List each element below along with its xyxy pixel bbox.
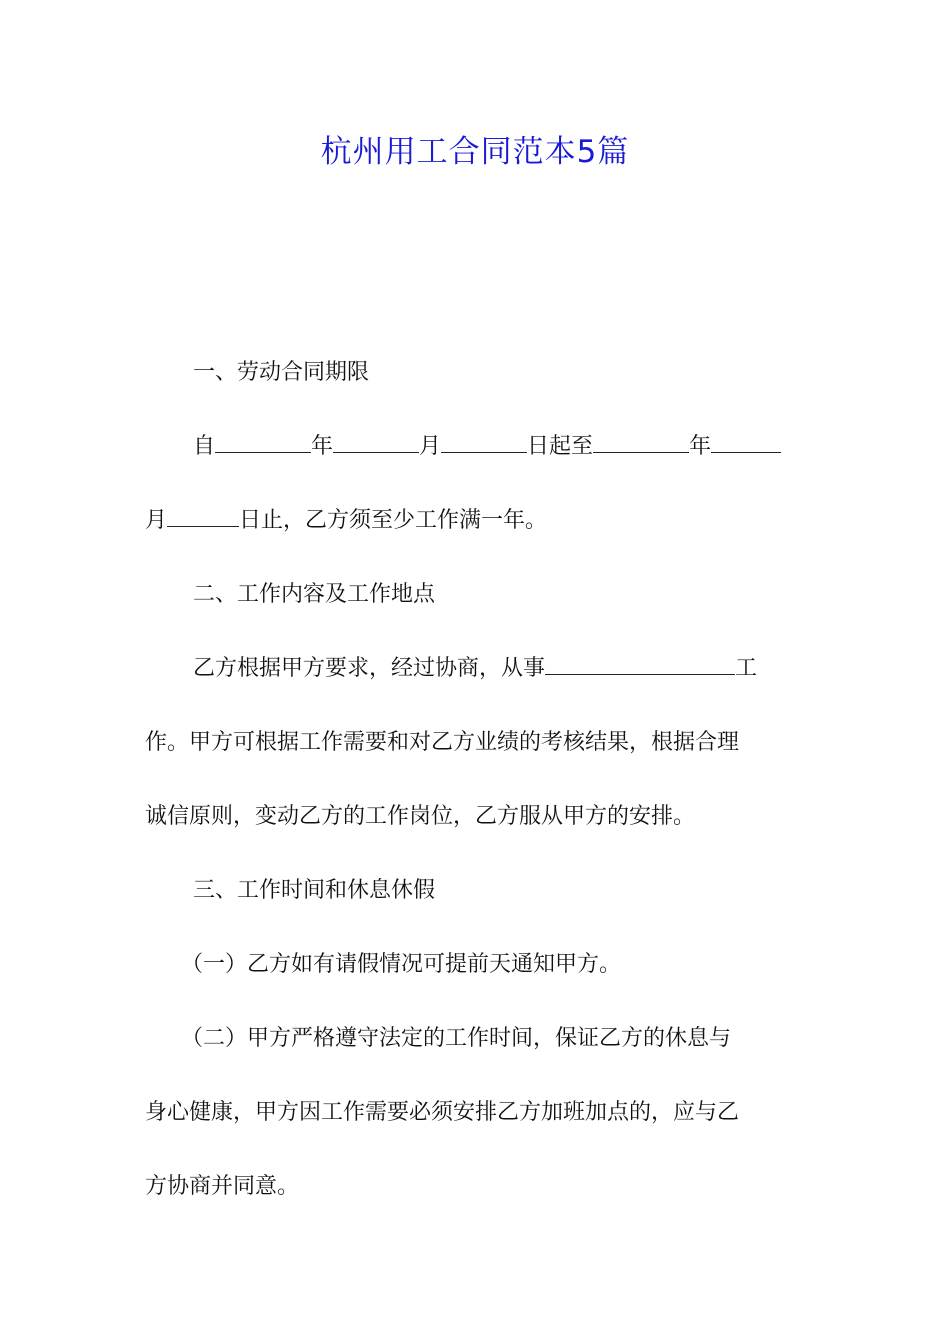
- text-period-end: 日止，乙方须至少工作满一年。: [239, 508, 548, 533]
- work-content-line-3: 诚信原则，变动乙方的工作岗位，乙方服从甲方的安排。: [145, 804, 696, 829]
- blank-start-year: [215, 432, 311, 453]
- document-body: [145, 336, 807, 1224]
- text-year-2: 年: [689, 434, 712, 459]
- clause-working-hours-line-2: 身心健康，甲方因工作需要必须安排乙方加班加点的，应与乙: [145, 1100, 740, 1125]
- text-day-until: 日起至: [527, 434, 594, 459]
- blank-end-day: [167, 506, 239, 527]
- blank-start-day: [441, 432, 527, 453]
- document-title: 杭州用工合同范本5篇: [320, 134, 630, 170]
- clause-working-hours-line-1: （二）甲方严格遵守法定的工作时间，保证乙方的休息与: [181, 1026, 732, 1051]
- contract-period-line-2: [145, 484, 807, 558]
- blank-job-title: [545, 654, 735, 675]
- clause-working-hours-line-3: 方协商并同意。: [145, 1174, 300, 1199]
- text-month: 月: [419, 434, 442, 459]
- text-month-2: 月: [145, 508, 168, 533]
- text-from: 自: [193, 434, 216, 459]
- blank-end-year: [593, 432, 689, 453]
- text-work: 工: [735, 656, 758, 681]
- blank-start-month: [333, 432, 419, 453]
- section-heading-3: 三、工作时间和休息休假: [193, 878, 436, 903]
- blank-end-month-cont: [711, 432, 781, 453]
- section-heading-1: 一、劳动合同期限: [193, 360, 370, 385]
- text-year: 年: [311, 434, 334, 459]
- work-content-line-1: [145, 632, 807, 706]
- section-heading-2: 二、工作内容及工作地点: [193, 582, 436, 607]
- text-work-content: 乙方根据甲方要求，经过协商，从事: [193, 656, 546, 681]
- clause-leave: （一）乙方如有请假情况可提前天通知甲方。: [181, 952, 622, 977]
- contract-period-line-1: [145, 410, 807, 484]
- work-content-line-2: 作。甲方可根据工作需要和对乙方业绩的考核结果，根据合理: [145, 730, 740, 755]
